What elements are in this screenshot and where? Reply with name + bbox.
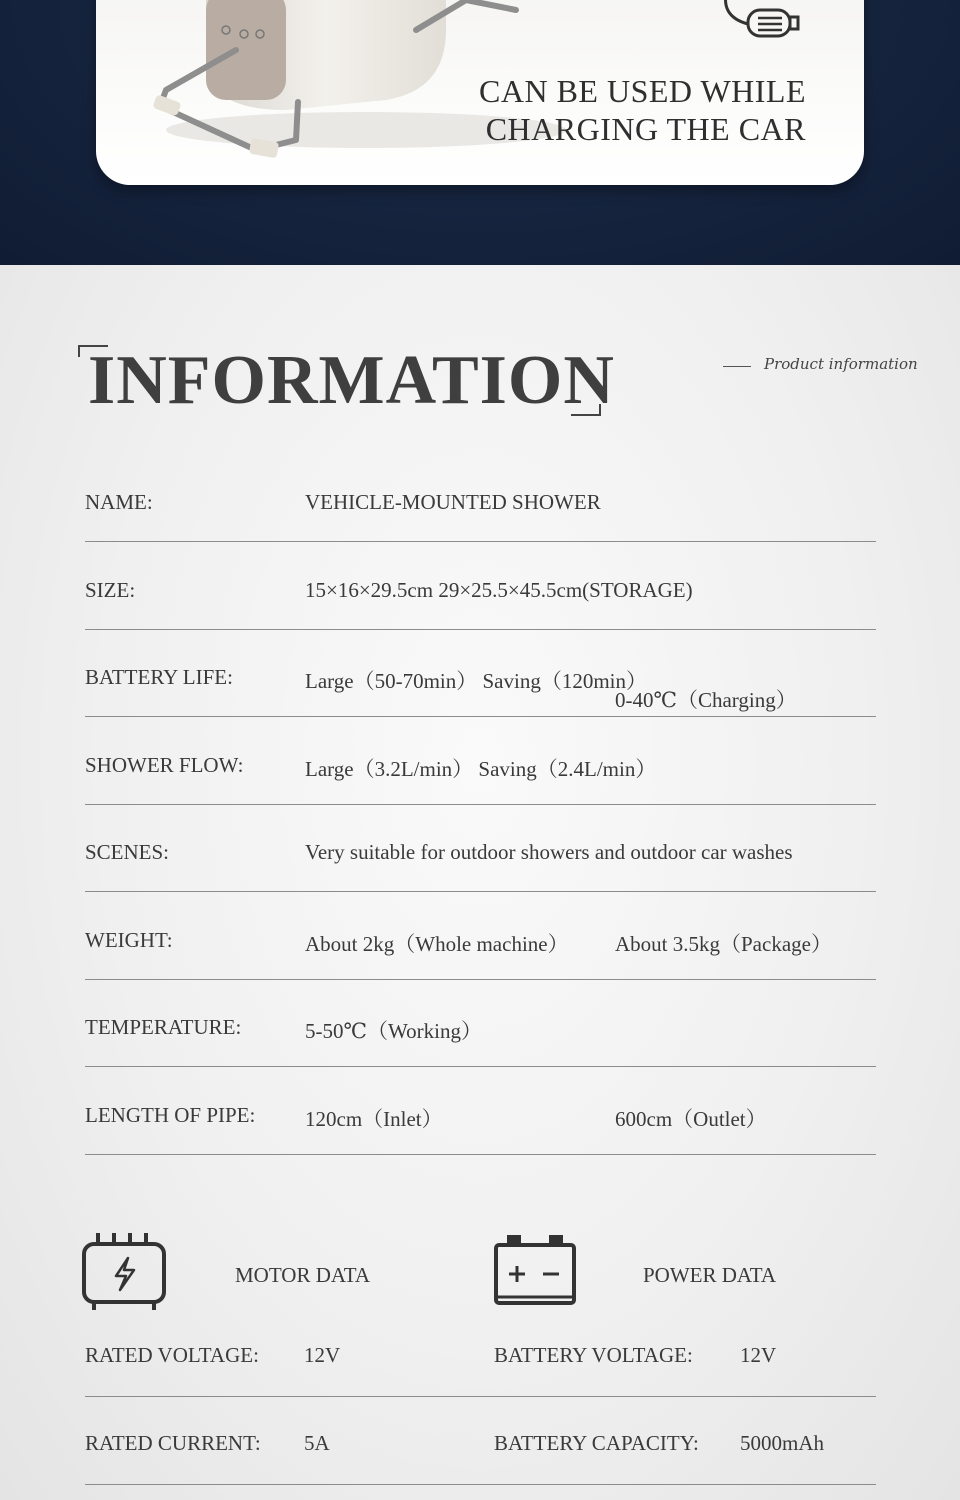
spec-label: TEMPERATURE:	[85, 1015, 242, 1039]
spec-row-shower-flow	[85, 753, 876, 841]
spec-value-secondary: 600cm（Outlet）	[615, 1107, 767, 1131]
spec-row-scenes	[85, 840, 876, 928]
row-divider	[85, 1396, 876, 1397]
motor-lightning-icon	[80, 1230, 168, 1312]
spec-row-weight	[85, 928, 876, 1016]
spec-row-pipe-length	[85, 1103, 876, 1191]
spec-label: SHOWER FLOW:	[85, 753, 244, 777]
hero-band	[0, 0, 960, 265]
spec-row-size	[85, 578, 876, 666]
spec-row-battery-life	[85, 665, 876, 753]
battery-voltage-label: BATTERY VOLTAGE:	[494, 1343, 693, 1367]
row-divider	[85, 1484, 876, 1485]
rated-current-value: 5A	[304, 1431, 330, 1455]
hero-card	[96, 0, 864, 185]
row-divider	[85, 804, 876, 805]
hero-caption-line2: CHARGING THE CAR	[485, 111, 806, 147]
spec-value-secondary: About 3.5kg（Package）	[615, 932, 832, 956]
battery-voltage-value: 12V	[740, 1343, 777, 1367]
info-subtitle: Product information	[764, 355, 918, 373]
row-divider	[85, 541, 876, 542]
battery-capacity-label: BATTERY CAPACITY:	[494, 1431, 699, 1455]
battery-capacity-value: 5000mAh	[740, 1431, 824, 1455]
spec-label: BATTERY LIFE:	[85, 665, 233, 689]
spec-value: 120cm（Inlet）	[305, 1107, 443, 1131]
spec-value: Large（50-70min） Saving（120min）	[305, 669, 647, 693]
spec-value: About 2kg（Whole machine）	[305, 932, 569, 956]
spec-label: WEIGHT:	[85, 928, 173, 952]
rated-current-label: RATED CURRENT:	[85, 1431, 261, 1455]
spec-value-secondary: 0-40℃（Charging）	[615, 688, 797, 712]
row-divider	[85, 629, 876, 630]
row-divider	[85, 716, 876, 717]
spec-value: Large（3.2L/min） Saving（2.4L/min）	[305, 757, 657, 781]
car-charger-plug-icon	[718, 0, 808, 56]
power-data-title: POWER DATA	[643, 1263, 777, 1287]
row-divider	[85, 979, 876, 980]
spec-value: Very suitable for outdoor showers and outdoor car washes	[305, 840, 793, 864]
subtitle-dash	[723, 366, 751, 367]
row-divider	[85, 1154, 876, 1155]
info-title: INFORMATION	[88, 342, 615, 419]
spec-row-name	[85, 490, 876, 578]
spec-row-temperature	[85, 1015, 876, 1103]
spec-label: SIZE:	[85, 578, 136, 602]
row-divider	[85, 1066, 876, 1067]
rated-voltage-value: 12V	[304, 1343, 341, 1367]
rated-voltage-label: RATED VOLTAGE:	[85, 1343, 259, 1367]
spec-label: SCENES:	[85, 840, 170, 864]
motor-data-title: MOTOR DATA	[235, 1263, 371, 1287]
hero-caption	[479, 72, 806, 148]
spec-value: VEHICLE-MOUNTED SHOWER	[305, 490, 601, 514]
spec-label: NAME:	[85, 490, 153, 514]
row-divider	[85, 891, 876, 892]
spec-value: 5-50℃（Working）	[305, 1019, 482, 1043]
battery-icon	[493, 1233, 577, 1311]
spec-value: 15×16×29.5cm 29×25.5×45.5cm(STORAGE)	[305, 578, 693, 602]
hero-caption-line1: CAN BE USED WHILE	[479, 73, 806, 109]
spec-label: LENGTH OF PIPE:	[85, 1103, 256, 1127]
